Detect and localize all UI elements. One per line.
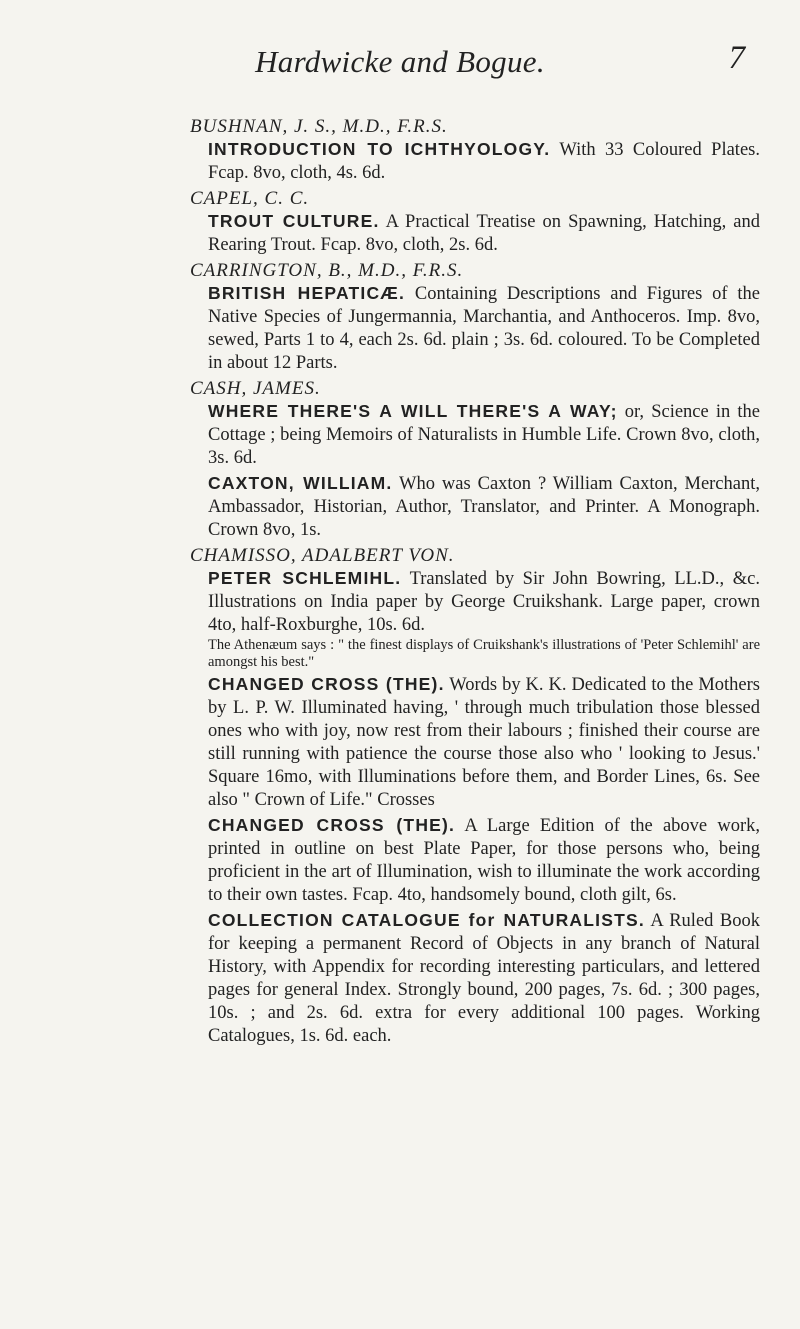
catalogue-entry bbox=[190, 259, 760, 375]
catalogue-entry bbox=[190, 544, 760, 671]
entry-description: A Practical Treatise on Spawning, Hatching, and Rearing Trout. Fcap. 8vo, cloth, 2s. 6d. bbox=[208, 212, 760, 255]
entry-description: Who was Caxton ? William Caxton, Merchant, Ambassador, Historian, Author, Translator, and Printer. A Monograph. Crown 8vo, 1s. bbox=[208, 474, 760, 540]
entry-body bbox=[208, 567, 760, 671]
entry-body bbox=[208, 282, 760, 375]
entry-description: Containing Descriptions and Figures of the Native Species of Jungermannia, Marchantia, and Anthoceros. Imp. 8vo, sewed, Parts 1 to 4, each 2s. 6d. plain ; 3s. 6d. coloured. To be Completed in about 12 Parts. bbox=[208, 284, 760, 373]
entry-title: CHANGED CROSS (THE). bbox=[208, 815, 456, 835]
entry-description: With 33 Coloured Plates. Fcap. 8vo, cloth, 4s. 6d. bbox=[208, 140, 760, 183]
entry-review-quote: The Athenæum says : " the finest displays of Cruikshank's illustrations of 'Peter Schlemihl' are amongst his best." bbox=[208, 637, 760, 670]
running-head: Hardwicke and Bogue. bbox=[255, 44, 545, 79]
entry-title: TROUT CULTURE. bbox=[208, 211, 380, 231]
entry-body bbox=[208, 138, 760, 185]
entry-author: CARRINGTON, B., M.D., F.R.S. bbox=[190, 260, 464, 281]
catalogue-entry bbox=[190, 187, 760, 257]
catalogue-entry bbox=[190, 673, 760, 812]
entry-body bbox=[208, 210, 760, 257]
entry-body bbox=[208, 400, 760, 470]
entry-description: Words by K. K. Dedicated to the Mothers by L. P. W. Illuminated having, ' through much tribulation those blessed ones who with joy, now rest from their labours ; finished their course are still running with patience the course those also who ' looking to Jesus.' Square 16mo, with Illuminations before them, and Border Lines, 6s. See also " Crown of Life." Crosses bbox=[208, 675, 760, 810]
catalogue-entry bbox=[190, 909, 760, 1048]
entry-body bbox=[208, 472, 760, 542]
entry-author: CHAMISSO, ADALBERT VON. bbox=[190, 545, 455, 566]
entry-author: CAPEL, C. C. bbox=[190, 188, 310, 209]
entry-body bbox=[208, 909, 760, 1048]
entry-body bbox=[208, 673, 760, 812]
entry-body bbox=[208, 814, 760, 907]
entry-description: A Large Edition of the above work, printed in outline on best Plate Paper, for those persons who, being proficient in the art of Illumination, wish to illuminate the work according to their own tastes. Fcap. 4to, handsomely bound, cloth gilt, 6s. bbox=[208, 816, 761, 905]
entry-author: CASH, JAMES. bbox=[190, 378, 321, 399]
catalogue-entry bbox=[190, 814, 760, 907]
entry-description: or, Science in the Cottage ; being Memoirs of Naturalists in Humble Life. Crown 8vo, cloth, 3s. 6d. bbox=[208, 402, 760, 468]
entry-title: COLLECTION CATALOGUE for NATURALISTS. bbox=[208, 910, 645, 930]
catalogue-entry bbox=[190, 115, 760, 185]
catalogue-list bbox=[190, 115, 760, 1050]
entry-description: Translated by Sir John Bowring, LL.D., &c. Illustrations on India paper by George Cruikshank. Large paper, crown 4to, half-Roxburghe, 10s. 6d. bbox=[208, 569, 760, 635]
entry-title: INTRODUCTION TO ICHTHYOLOGY. bbox=[208, 139, 551, 159]
catalogue-entry bbox=[190, 377, 760, 470]
entry-author: BUSHNAN, J. S., M.D., F.R.S. bbox=[190, 116, 448, 137]
catalogue-entry bbox=[190, 472, 760, 542]
entry-title: CAXTON, WILLIAM. bbox=[208, 473, 393, 493]
entry-title: WHERE THERE'S A WILL THERE'S A WAY; bbox=[208, 401, 618, 421]
entry-title: CHANGED CROSS (THE). bbox=[208, 674, 445, 694]
page-number: 7 bbox=[728, 40, 745, 76]
entry-title: PETER SCHLEMIHL. bbox=[208, 568, 402, 588]
entry-title: BRITISH HEPATICÆ. bbox=[208, 283, 406, 303]
entry-description: A Ruled Book for keeping a permanent Record of Objects in any branch of Natural History, with Appendix for recording interesting particulars, and lettered pages for general Index. Strongly bound, 200 pages, 7s. 6d. ; 300 pages, 10s. ; and 2s. 6d. extra for every additional 100 pages. Working Catalogues, 1s. 6d. each. bbox=[208, 911, 760, 1046]
